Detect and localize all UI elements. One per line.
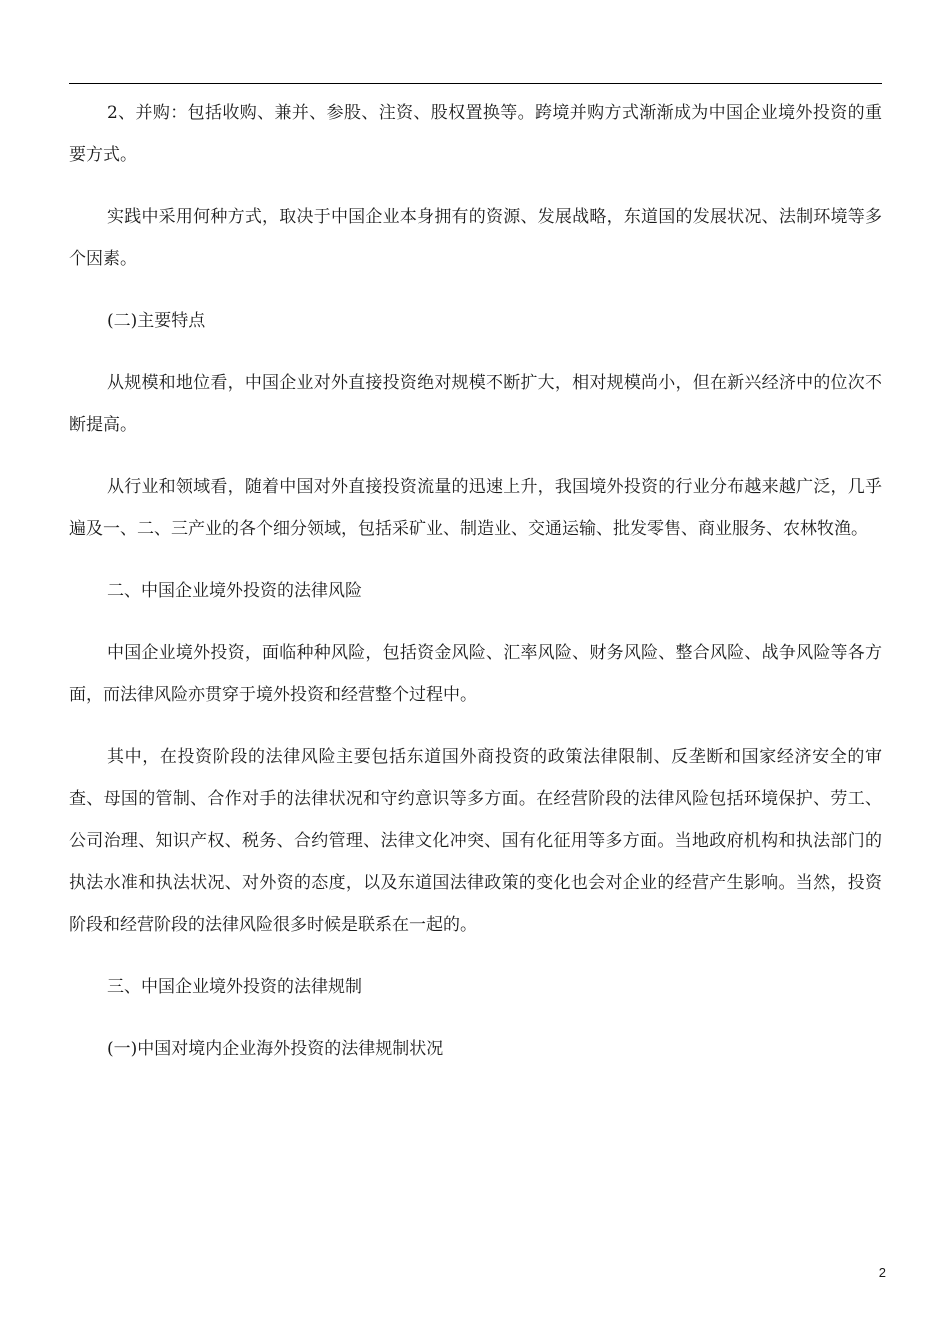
subheading-regulation-status: (一)中国对境内企业海外投资的法律规制状况 — [107, 1039, 444, 1059]
paragraph-merger-types: 2、并购：包括收购、兼并、参股、注资、股权置换等。跨境并购方式渐渐成为中国企业境外投资的重要方式。 — [69, 103, 882, 165]
document-body — [69, 92, 882, 1070]
subheading-main-features: (二)主要特点 — [107, 311, 206, 331]
section-heading-legal-regulation: 三、中国企业境外投资的法律规制 — [107, 977, 362, 997]
paragraph-risk-details: 其中，在投资阶段的法律风险主要包括东道国外商投资的政策法律限制、反垄断和国家经济安全的审查、母国的管制、合作对手的法律状况和守约意识等多方面。在经营阶段的法律风险包括环境保护、劳工、公司治理、知识产权、税务、合约管理、法律文化冲突、国有化征用等多方面。当地政府机构和执法部门的执法水准和执法状况、对外资的态度，以及东道国法律政策的变化也会对企业的经营产生影响。当然，投资阶段和经营阶段的法律风险很多时候是联系在一起的。 — [69, 747, 882, 935]
paragraph-scale-position: 从规模和地位看，中国企业对外直接投资绝对规模不断扩大，相对规模尚小，但在新兴经济中的位次不断提高。 — [69, 373, 882, 435]
paragraph-choice-factors: 实践中采用何种方式，取决于中国企业本身拥有的资源、发展战略，东道国的发展状况、法制环境等多个因素。 — [69, 207, 882, 269]
header-rule — [69, 83, 882, 84]
section-heading-legal-risks: 二、中国企业境外投资的法律风险 — [107, 581, 362, 601]
paragraph-risk-overview: 中国企业境外投资，面临种种风险，包括资金风险、汇率风险、财务风险、整合风险、战争风险等各方面，而法律风险亦贯穿于境外投资和经营整个过程中。 — [69, 643, 882, 705]
page-number: 2 — [878, 1265, 886, 1280]
paragraph-industry-fields: 从行业和领域看，随着中国对外直接投资流量的迅速上升，我国境外投资的行业分布越来越广泛，几乎遍及一、二、三产业的各个细分领域，包括采矿业、制造业、交通运输、批发零售、商业服务、农林牧渔。 — [69, 477, 882, 539]
